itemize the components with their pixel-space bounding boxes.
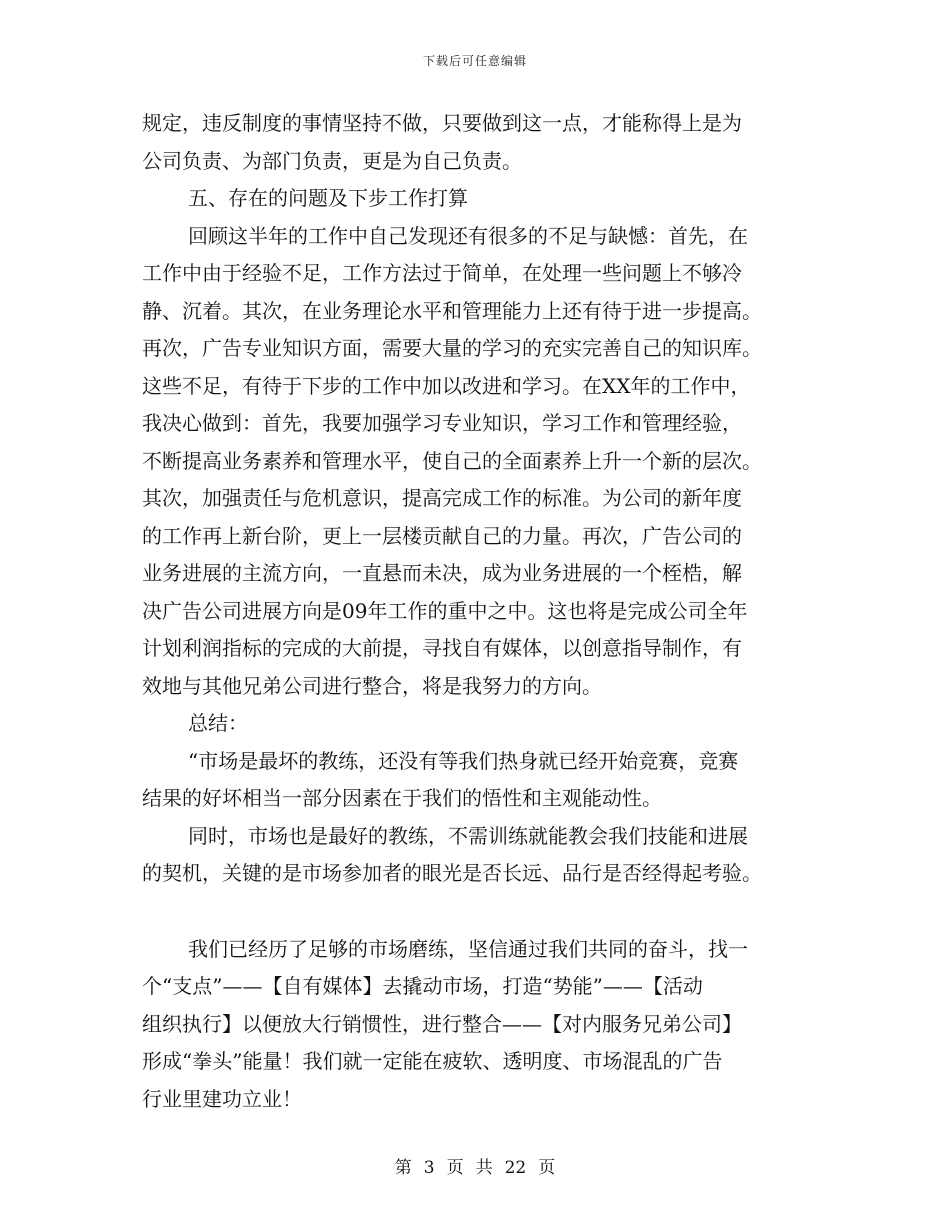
footer-label-unit: 页: [446, 1158, 464, 1178]
text-line: 的工作再上新台阶，更上一层楼贡献自己的力量。再次，广告公司的: [142, 523, 742, 548]
text-line: 其次，加强责任与危机意识，提高完成工作的标准。为公司的新年度: [142, 486, 742, 510]
footer-label-total: 共: [475, 1158, 493, 1178]
text-line: 个“支点”——【自有媒体】去撬动市场，打造“势能”——【活动: [142, 974, 703, 998]
text-line: 公司负责、为部门负责，更是为自己负责。: [142, 148, 522, 173]
text-line: 同时，市场也是最好的教练，不需训练就能教会我们技能和进展: [188, 823, 748, 848]
text-line: 的契机，关键的是市场参加者的眼光是否长远、品行是否经得起考验。: [142, 861, 762, 885]
page-header: 下载后可任意编辑: [422, 54, 527, 68]
document-body: [142, 105, 818, 1118]
footer-total-pages: 22: [504, 1158, 527, 1178]
text-line: 我们已经历了足够的市场磨练，坚信通过我们共同的奋斗，找一: [188, 936, 748, 961]
text-line: 组织执行】以便放大行销惯性，进行整合——【对内服务兄弟公司】: [142, 1011, 742, 1036]
paragraph-gap: [142, 893, 818, 931]
text-line: 结果的好坏相当一部分因素在于我们的悟性和主观能动性。: [142, 786, 662, 810]
text-line: 五、存在的问题及下步工作打算: [188, 186, 468, 210]
text-line: 效地与其他兄弟公司进行整合，将是我努力的方向。: [142, 673, 602, 698]
text-line: 行业里建功立业！: [142, 1086, 302, 1111]
text-line: 总结：: [188, 711, 248, 735]
footer-current-page: 3: [423, 1158, 435, 1178]
text-line: 再次，广告专业知识方面，需要大量的学习的充实完善自己的知识库。: [142, 336, 762, 360]
text-line: 这些不足，有待于下步的工作中加以改进和学习。在XX年的工作中，: [142, 373, 751, 398]
text-line: 静、沉着。其次，在业务理论水平和管理能力上还有待于进一步提高。: [142, 298, 762, 323]
page-footer: [0, 1153, 950, 1178]
body-paragraphs: [142, 105, 818, 893]
text-line: 我决心做到：首先，我要加强学习专业知识，学习工作和管理经验，: [142, 411, 742, 435]
text-line: 形成“拳头”能量！我们就一定能在疲软、透明度、市场混乱的广告: [142, 1049, 723, 1073]
text-line: “市场是最坏的教练，还没有等我们热身就已经开始竞赛，竞赛: [188, 748, 739, 773]
footer-label-page: 第: [394, 1158, 412, 1178]
text-line: 回顾这半年的工作中自己发现还有很多的不足与缺憾：首先，在: [188, 223, 748, 248]
footer-label-unit-end: 页: [538, 1158, 556, 1178]
text-line: 计划利润指标的完成的大前提，寻找自有媒体，以创意指导制作，有: [142, 636, 742, 660]
text-line: 业务进展的主流方向，一直悬而未决，成为业务进展的一个桎梏，解: [142, 561, 742, 585]
text-line: 工作中由于经验不足，工作方法过于简单，在处理一些问题上不够冷: [142, 261, 742, 285]
text-line: 规定，违反制度的事情坚持不做，只要做到这一点，才能称得上是为: [142, 111, 742, 135]
text-line: 决广告公司进展方向是09年工作的重中之中。这也将是完成公司全年: [142, 598, 748, 623]
text-line: 不断提高业务素养和管理水平，使自己的全面素养上升一个新的层次。: [142, 448, 762, 473]
closing-paragraph: [142, 931, 818, 1119]
